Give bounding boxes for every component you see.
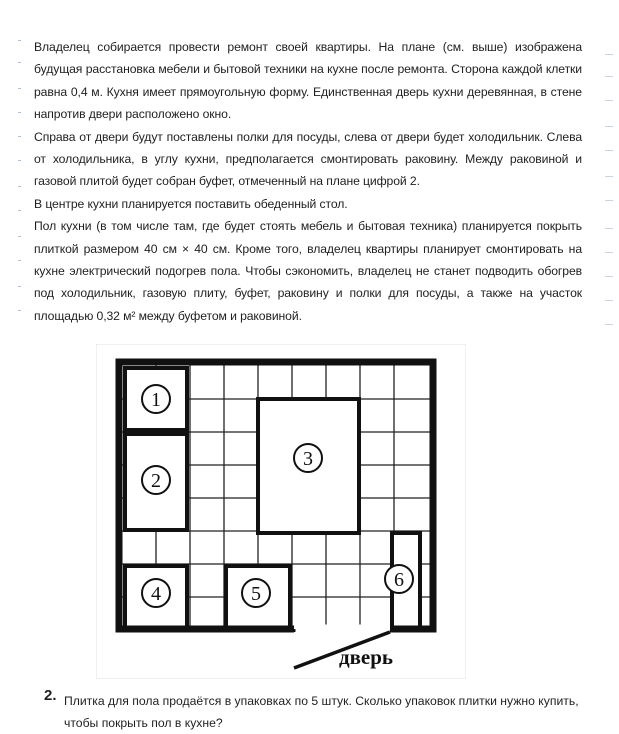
left-margin-ticks [18,0,22,730]
label-5: 5 [251,583,261,605]
label-2: 2 [151,470,161,492]
kitchen-plan [96,344,466,679]
paragraph-table: В центре кухни планируется поставить обеденный стол. [34,196,348,211]
label-1: 1 [151,389,161,411]
label-6: 6 [394,569,404,591]
paragraph-tiles: Пол кухни (в том числе там, где будет стоять мебель и бытовая техника) планируется покрыть плиткой размером 40 см × 40 см. Кроме того, владелец квартиры планирует смонтировать на кухне электрический подогрев пола. Чтобы сэкономить, владелец не станет подводить обогрев под холодильник, газовую плиту, буфет, раковину и полки для посуды, а также на участок площадью 0,32 м² между буфетом и раковиной. [34,219,582,323]
paragraph-layout: Справа от двери будут поставлены полки для посуды, слева от двери будет холодильник. Слева от холодильника, в углу кухни, предполагается смонтировать раковину. Между раковиной и газовой плитой будет собран буфет, отмеченный на плане цифрой 2. [34,129,582,189]
task-number: 2. [44,687,57,704]
kitchen-plan-drawing [96,344,466,679]
right-margin-ticks [605,0,613,730]
door-label: дверь [338,645,394,669]
label-3: 3 [303,448,313,470]
paragraph-intro: Владелец собирается провести ремонт своей квартиры. На плане (см. выше) изображена будущая расстановка мебели и бытовой техники на кухне после ремонта. Сторона каждой клетки равна 0,4 м. Кухня имеет прямоугольную форму. Единственная дверь кухни деревянная, в стене напротив двери расположено окно. [34,40,582,122]
label-4: 4 [151,583,161,605]
problem-statement [34,36,582,327]
task-question: Плитка для пола продаётся в упаковках по 5 штук. Сколько упаковок плитки нужно купить, чтобы покрыть пол в кухне? [64,694,579,730]
